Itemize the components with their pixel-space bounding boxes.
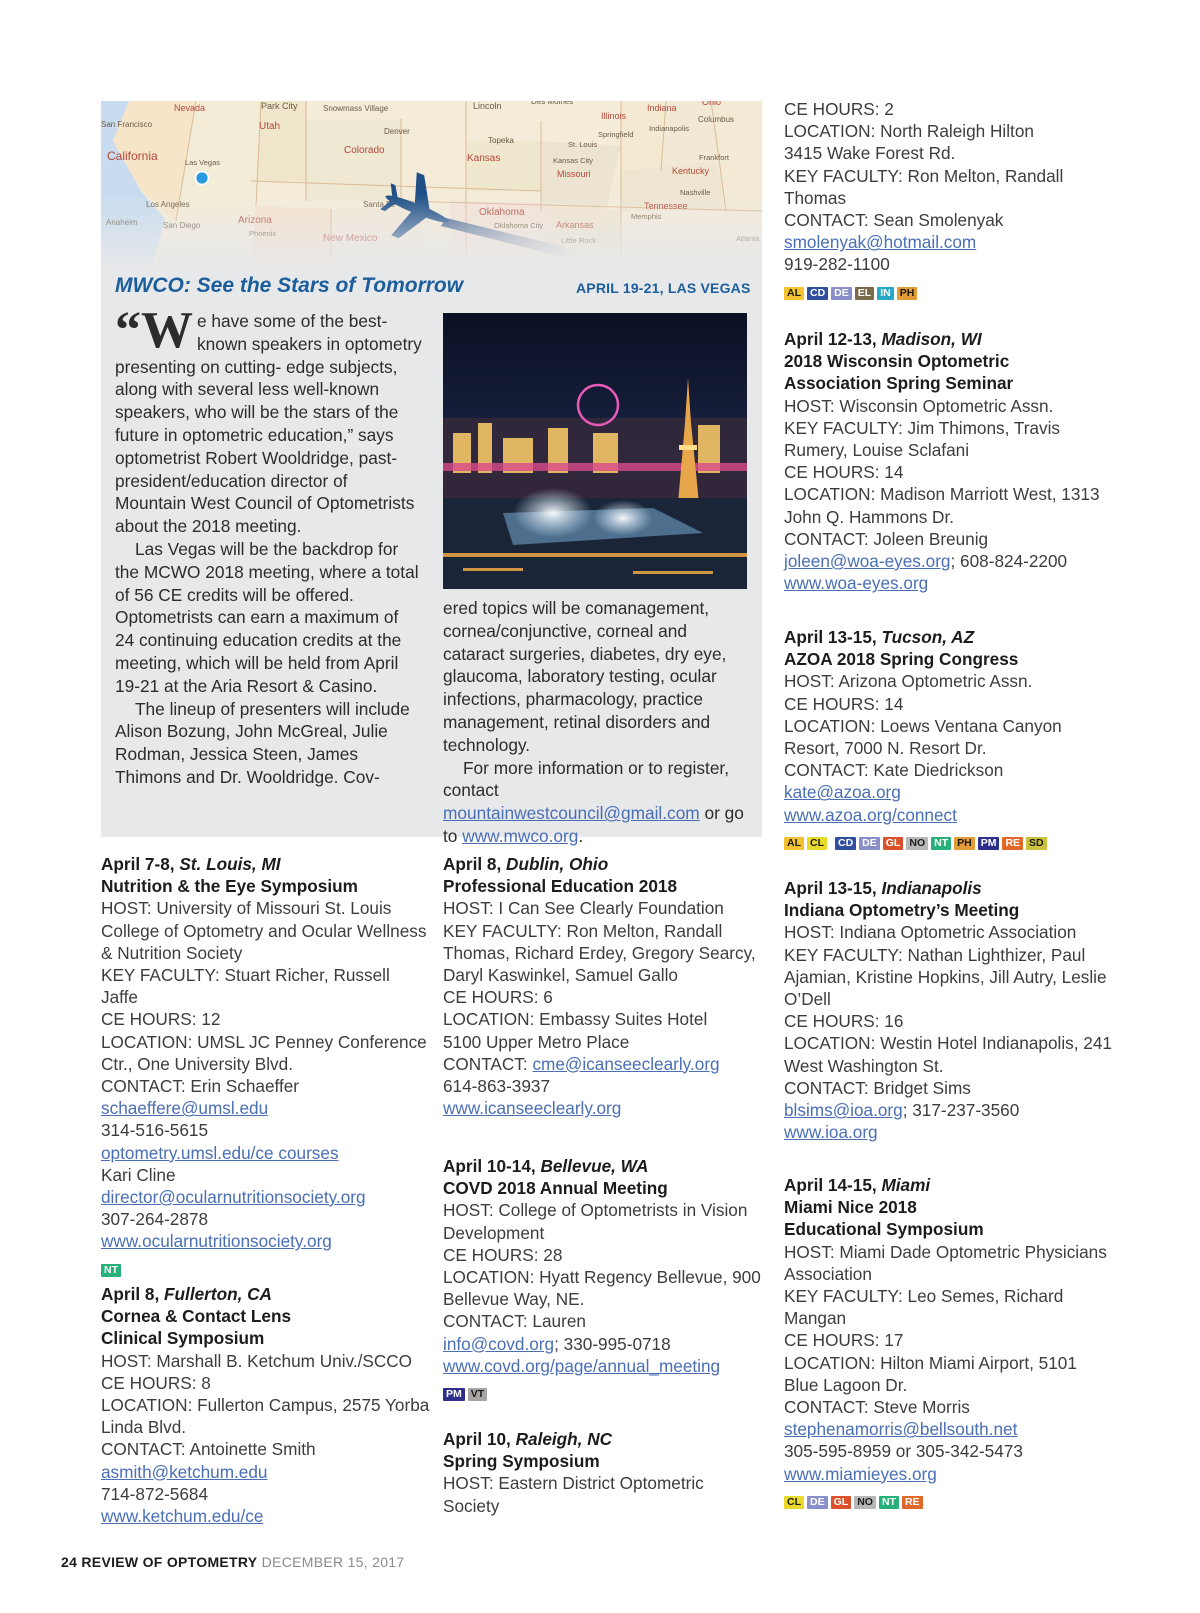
course-tag: NT (931, 837, 951, 850)
event-ce-hours: CE HOURS: 8 (101, 1372, 211, 1393)
event-website-link[interactable]: www.ioa.org (784, 1122, 878, 1143)
page-number: 24 (61, 1554, 78, 1570)
feature-paragraph: ered topics will be comanagement, cornea/conjunctive, corneal and cataract surgeries, diabetes, dry eye, glaucoma, laboratory testing, ocular infections, pharmacology, practice management, retinal disorders and technology. (443, 598, 727, 755)
mwco-email-link[interactable]: mountainwestcouncil@gmail.com (443, 803, 700, 824)
event-contact: CONTACT: Steve Morris (784, 1397, 970, 1418)
event-contact: CONTACT: Lauren (443, 1311, 586, 1332)
event-phone: 305-595-8959 or 305-342-5473 (784, 1441, 1023, 1462)
event-name: Association Spring Seminar (784, 373, 1014, 394)
event-date: April 12-13, Madison, WI (784, 329, 982, 349)
feature-text: . (578, 825, 584, 846)
event-phone: 307-264-2878 (101, 1209, 209, 1230)
event-host: HOST: Wisconsin Optometric Assn. (784, 395, 1054, 416)
event-faculty: KEY FACULTY: Nathan Lighthizer, Paul Ajamian, Kristine Hopkins, Jill Autry, Leslie O’Dell (784, 944, 1107, 1010)
event-website-link[interactable]: www.ocularnutritionsociety.org (101, 1231, 332, 1252)
event-raleigh (443, 1428, 763, 1517)
event-website-link[interactable]: www.icanseeclearly.org (443, 1098, 622, 1119)
event-contact: Kari Cline (101, 1164, 176, 1185)
feature-column-1 (115, 302, 422, 789)
course-tag: CD (835, 837, 856, 850)
us-map (101, 101, 762, 271)
event-ce-hours: CE HOURS: 2 (784, 99, 894, 119)
event-name: Cornea & Contact Lens (101, 1306, 292, 1327)
course-tag: CD (807, 287, 828, 300)
event-name: COVD 2018 Annual Meeting (443, 1178, 668, 1199)
feature-date-location: APRIL 19-21, LAS VEGAS (576, 280, 751, 296)
event-host: HOST: I Can See Clearly Foundation (443, 898, 724, 919)
event-name: Professional Education 2018 (443, 876, 678, 897)
event-phone: 919-282-1100 (784, 254, 890, 275)
event-phone: 614-863-3937 (443, 1076, 551, 1097)
event-location: LOCATION: North Raleigh Hilton (784, 121, 1034, 142)
event-contact: CONTACT: Joleen Breunig (784, 528, 989, 549)
event-name: Clinical Symposium (101, 1328, 265, 1349)
course-tag: DE (859, 837, 880, 850)
event-email-link[interactable]: stephenamorris@bellsouth.net (784, 1419, 1018, 1440)
event-contact: CONTACT: Sean Smolenyak (784, 210, 1004, 231)
event-host: HOST: Marshall B. Ketchum Univ./SCCO (101, 1350, 413, 1371)
event-date: April 13-15, Tucson, AZ (784, 627, 975, 647)
event-website-link[interactable]: www.ketchum.edu/ce (101, 1506, 264, 1527)
event-location: LOCATION: Embassy Suites Hotel (443, 1009, 708, 1030)
event-ce-hours: CE HOURS: 12 (101, 1009, 221, 1030)
event-location: LOCATION: Hilton Miami Airport, 5101 Blue Lagoon Dr. (784, 1352, 1077, 1395)
event-email-phone: info@covd.org; 330-995-0718 (443, 1333, 671, 1354)
event-contact: CONTACT: Kate Diedrickson (784, 760, 1004, 781)
course-tags (784, 1488, 1114, 1508)
event-faculty: KEY FACULTY: Stuart Richer, Russell Jaffe (101, 965, 390, 1008)
event-miami (784, 1174, 1114, 1508)
event-host: HOST: Arizona Optometric Assn. (784, 671, 1033, 692)
event-location: 3415 Wake Forest Rd. (784, 143, 956, 164)
event-email-link[interactable]: schaeffere@umsl.edu (101, 1098, 269, 1119)
course-tag: VT (468, 1388, 487, 1401)
event-location: LOCATION: UMSL JC Penney Conference Ctr., One University Blvd. (101, 1031, 427, 1074)
event-name: Nutrition & the Eye Symposium (101, 876, 358, 897)
event-date: April 10, Raleigh, NC (443, 1429, 613, 1449)
course-tag: NO (854, 1496, 876, 1509)
event-website-link[interactable]: optometry.umsl.edu/ce courses (101, 1142, 339, 1163)
event-name: Indiana Optometry’s Meeting (784, 900, 1020, 921)
course-tag: NT (879, 1496, 899, 1509)
event-faculty: KEY FACULTY: Ron Melton, Randall Thomas (784, 165, 1064, 208)
event-ce-hours: CE HOURS: 14 (784, 462, 904, 483)
event-fullerton (101, 1283, 431, 1527)
course-tag: GL (831, 1496, 852, 1509)
event-date: April 14-15, Miami (784, 1175, 931, 1195)
event-location: LOCATION: Hyatt Regency Bellevue, 900 Bellevue Way, NE. (443, 1267, 761, 1310)
event-dublin (443, 853, 763, 1119)
event-phone: 714-872-5684 (101, 1483, 209, 1504)
course-tag: NT (101, 1264, 121, 1277)
event-email-phone: blsims@ioa.org; 317-237-3560 (784, 1100, 1020, 1121)
course-tag: PH (897, 287, 918, 300)
event-host: HOST: University of Missouri St. Louis College of Optometry and Ocular Wellness & Nutrition Society (101, 898, 427, 963)
feature-column-2 (443, 597, 750, 848)
event-ce-hours: CE HOURS: 16 (784, 1011, 904, 1032)
dropcap: “W (115, 302, 193, 359)
course-tag: PM (978, 837, 1000, 850)
event-contact: CONTACT: Erin Schaeffer (101, 1076, 300, 1097)
page-footer (61, 1554, 404, 1570)
event-ce-hours: CE HOURS: 28 (443, 1244, 563, 1265)
event-name: AZOA 2018 Spring Congress (784, 649, 1019, 670)
course-tag: DE (831, 287, 852, 300)
course-tag: RE (1002, 837, 1023, 850)
event-date: April 7-8, St. Louis, MI (101, 854, 281, 874)
event-ce-hours: CE HOURS: 14 (784, 693, 904, 714)
course-tag: GL (883, 837, 904, 850)
event-location: LOCATION: Fullerton Campus, 2575 Yorba Linda Blvd. (101, 1395, 430, 1438)
course-tag: DE (807, 1496, 828, 1509)
event-website-link[interactable]: www.woa-eyes.org (784, 573, 929, 594)
event-email-link[interactable]: joleen@woa-eyes.org (784, 551, 951, 572)
mwco-website-link[interactable]: www.mwco.org (462, 825, 579, 846)
event-location: LOCATION: Westin Hotel Indianapolis, 241 West Washington St. (784, 1033, 1112, 1076)
course-tag: AL (784, 287, 804, 300)
event-madison (784, 328, 1114, 594)
feature-text: or go to (443, 803, 744, 846)
event-host: HOST: Indiana Optometric Association (784, 922, 1077, 943)
event-website-link[interactable]: www.miamieyes.org (784, 1463, 937, 1484)
event-contact: CONTACT: cme@icanseeclearly.org (443, 1053, 720, 1074)
event-email-link[interactable]: asmith@ketchum.edu (101, 1461, 268, 1482)
feature-title: MWCO: See the Stars of Tomorrow (115, 274, 464, 297)
event-faculty: KEY FACULTY: Ron Melton, Randall Thomas, Richard Erdey, Gregory Searcy, Daryl Kaswinkel, Samuel Gallo (443, 920, 756, 986)
course-tag: CL (784, 1496, 804, 1509)
event-email-phone: joleen@woa-eyes.org; 608-824-2200 (784, 551, 1068, 572)
event-location: LOCATION: Madison Marriott West, 1313 John Q. Hammons Dr. (784, 484, 1100, 527)
course-tag: NO (906, 837, 928, 850)
event-name: 2018 Wisconsin Optometric (784, 351, 1010, 372)
course-tag: PM (443, 1388, 465, 1401)
event-host: HOST: Miami Dade Optometric Physicians Association (784, 1241, 1107, 1284)
event-ce-hours: CE HOURS: 17 (784, 1330, 904, 1351)
event-stlouis (101, 853, 431, 1276)
event-date: April 10-14, Bellevue, WA (443, 1156, 649, 1176)
publication-name: REVIEW OF OPTOMETRY (81, 1554, 258, 1570)
event-name: Educational Symposium (784, 1219, 984, 1240)
event-email-link[interactable]: kate@azoa.org (784, 782, 901, 803)
event-email-link[interactable]: cme@icanseeclearly.org (532, 1053, 720, 1074)
event-email-link[interactable]: smolenyak@hotmail.com (784, 232, 977, 253)
event-bellevue (443, 1155, 763, 1401)
event-name: Miami Nice 2018 (784, 1197, 917, 1218)
event-indianapolis (784, 877, 1114, 1143)
course-tag: PH (954, 837, 975, 850)
event-location: 5100 Upper Metro Place (443, 1031, 630, 1052)
las-vegas-photo (443, 313, 747, 589)
course-tags (784, 279, 1114, 299)
course-tag: SD (1026, 837, 1047, 850)
event-email-link[interactable]: director@ocularnutritionsociety.org (101, 1187, 366, 1208)
event-contact: CONTACT: Bridget Sims (784, 1077, 971, 1098)
event-host: HOST: Eastern District Optometric Society (443, 1473, 704, 1516)
course-tags (443, 1380, 763, 1401)
event-date: April 13-15, Indianapolis (784, 878, 982, 898)
event-raleigh-continued (784, 98, 1114, 299)
course-tag: CL (807, 837, 827, 850)
event-phone: 314-516-5615 (101, 1120, 209, 1141)
event-website-link[interactable]: www.azoa.org/connect (784, 804, 957, 825)
event-name: Spring Symposium (443, 1451, 600, 1472)
course-tag: EL (855, 287, 874, 300)
issue-date: DECEMBER 15, 2017 (261, 1554, 405, 1570)
feature-paragraph: Las Vegas will be the backdrop for the MCWO 2018 meeting, where a total of 56 CE credits will be offered. Optometrists can earn a maximum of 24 continuing education credits at the meeting, which will be held from April 19-21 at the Aria Resort & Casino. (115, 538, 419, 696)
event-contact: CONTACT: Antoinette Smith (101, 1439, 316, 1460)
course-tags (784, 829, 1114, 849)
event-email-link[interactable]: blsims@ioa.org (784, 1100, 903, 1121)
feature-text: For more information or to register, contact (443, 757, 730, 801)
event-ce-hours: CE HOURS: 6 (443, 987, 553, 1008)
feature-paragraph: The lineup of presenters will include Alison Bozung, John McGreal, Julie Rodman, Jessica Steen, James Thimons and Dr. Wooldridge. Cov- (115, 698, 410, 787)
event-website-link[interactable]: www.covd.org/page/annual_meeting (443, 1355, 721, 1376)
course-tag: RE (902, 1496, 923, 1509)
event-location: LOCATION: Loews Ventana Canyon Resort, 7000 N. Resort Dr. (784, 715, 1062, 759)
event-host: HOST: College of Optometrists in Vision Development (443, 1200, 748, 1243)
event-faculty: KEY FACULTY: Jim Thimons, Travis Rumery, Louise Sclafani (784, 417, 1061, 461)
feature-paragraph: e have some of the best-known speakers in optometry presenting on cutting- edge subjects, along with several less well-known speakers, who will be the stars of the future in optometric education,” says optometrist Robert Wooldridge, past-president/education director of Mountain West Council of Optometrists about the 2018 meeting. (115, 311, 422, 537)
event-tucson (784, 626, 1114, 849)
event-faculty: KEY FACULTY: Leo Semes, Richard Mangan (784, 1286, 1064, 1329)
course-tag: AL (784, 837, 804, 850)
event-date: April 8, Dublin, Ohio (443, 854, 609, 874)
event-email-link[interactable]: info@covd.org (443, 1333, 555, 1354)
course-tags (101, 1256, 431, 1276)
course-tag: IN (877, 287, 894, 300)
event-date: April 8, Fullerton, CA (101, 1284, 272, 1304)
